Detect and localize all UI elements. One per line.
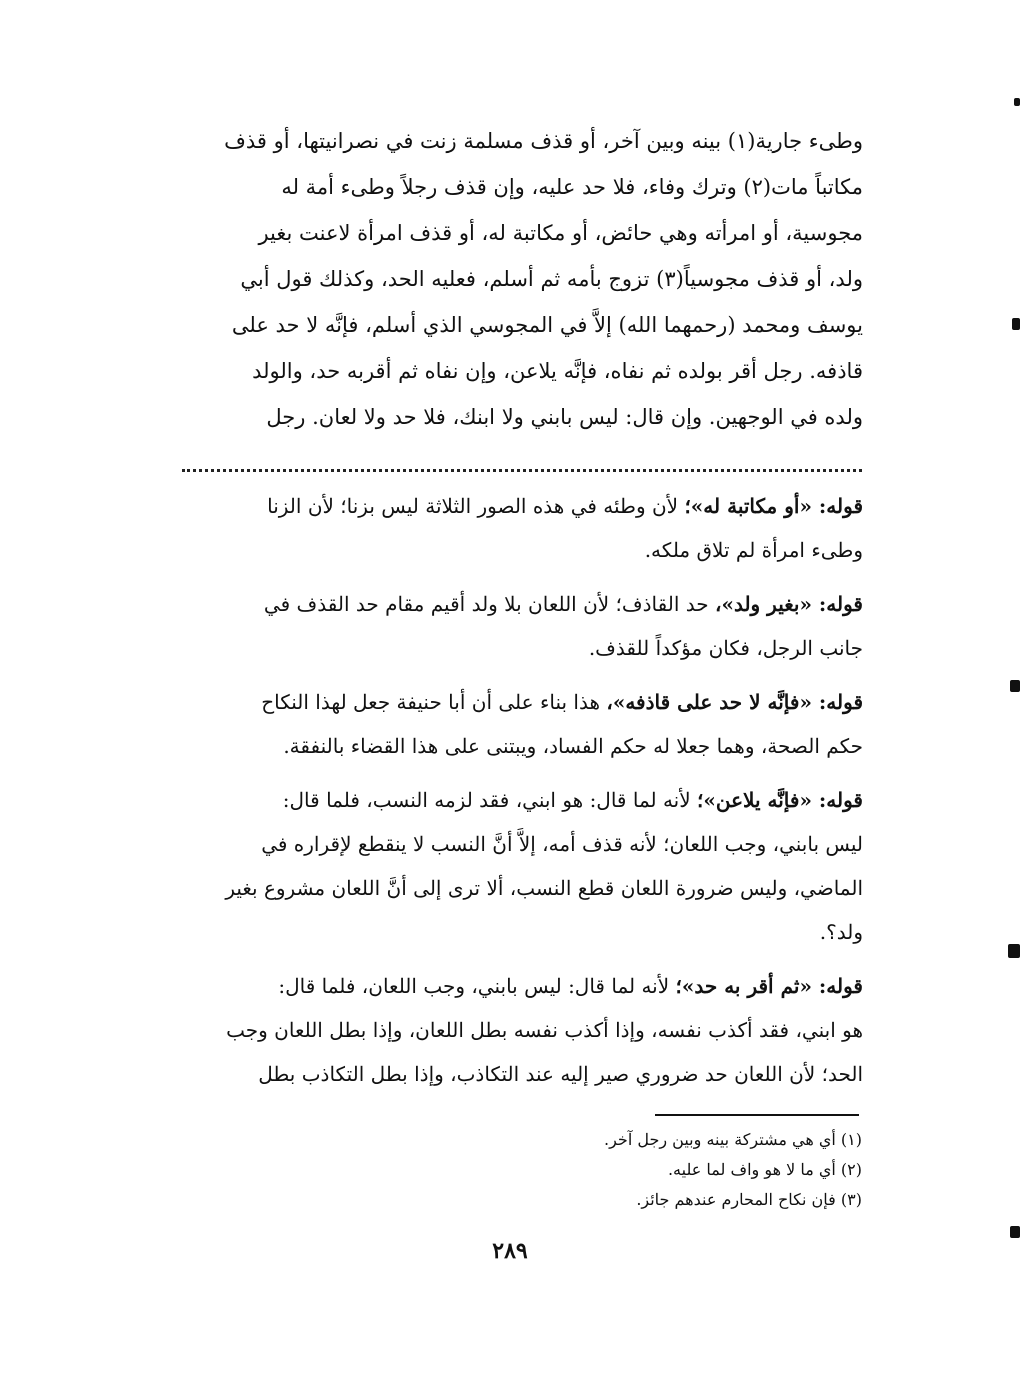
commentary-paragraph xyxy=(178,778,863,954)
commentary-line: الحد؛ لأن اللعان حد ضروري صير إليه عند التكاذب، وإذا بطل التكاذب بطل xyxy=(258,1062,863,1086)
commentary-lead: قوله: «ثم أقر به حد»؛ xyxy=(675,974,863,998)
main-text-line: مكاتباً مات(٢) وترك وفاء، فلا حد عليه، وإن قذف رجلاً وطىء أمة له xyxy=(281,175,863,199)
commentary-line xyxy=(178,582,863,626)
commentary-line: الماضي، وليس ضرورة اللعان قطع النسب، ألا ترى إلى أنَّ اللعان مشروع بغير xyxy=(225,876,863,900)
commentary-line: وطىء امرأة لم تلاق ملكه. xyxy=(644,538,863,562)
main-text-line: وطىء جارية(١) بينه وبين آخر، أو قذف مسلمة زنت في نصرانيتها، أو قذف xyxy=(224,129,863,153)
commentary-line xyxy=(178,778,863,822)
commentary-line xyxy=(178,964,863,1008)
commentary-paragraph xyxy=(178,582,863,670)
page-number: ٢٨٩ xyxy=(492,1238,528,1264)
footnotes xyxy=(480,1125,862,1215)
main-text-line: ولد، أو قذف مجوسياً(٣) تزوج بأمه ثم أسلم، فعليه الحد، وكذلك قول أبي xyxy=(240,267,863,291)
commentary-line: ليس بابني، وجب اللعان؛ لأنه قذف أمه، إلاَّ أنَّ النسب لا ينقطع لإقراره في xyxy=(261,832,863,856)
main-text-line: ولده في الوجهين. وإن قال: ليس بابني ولا ابنك، فلا حد ولا لعان. رجل xyxy=(266,405,863,429)
commentary xyxy=(178,484,863,1106)
main-text xyxy=(178,118,863,440)
commentary-paragraph xyxy=(178,484,863,572)
footnote-rule xyxy=(655,1114,859,1116)
commentary-lead: قوله: «فإنَّه يلاعن»؛ xyxy=(697,788,863,812)
commentary-line xyxy=(178,680,863,724)
main-text-line: قاذفه. رجل أقر بولده ثم نفاه، فإنَّه يلاعن، وإن نفاه ثم أقربه حد، والولد xyxy=(252,359,863,383)
commentary-line: هو ابني، فقد أكذب نفسه، وإذا أكذب نفسه بطل اللعان، وإذا بطل اللعان وجب xyxy=(226,1018,863,1042)
commentary-lead: قوله: «أو مكاتبة له»؛ xyxy=(684,494,863,518)
scan-mark xyxy=(1010,680,1020,692)
footnote: (٣) فإن نكاح المحارم عندهم جائز. xyxy=(636,1190,862,1209)
footnote: (٢) أي ما لا هو واف لما عليه. xyxy=(667,1160,862,1179)
main-text-line: يوسف ومحمد (رحمهما الله) إلاَّ في المجوسي الذي أسلم، فإنَّه لا حد على xyxy=(231,313,863,337)
commentary-paragraph xyxy=(178,680,863,768)
commentary-text: لأنه لما قال: هو ابني، فقد لزمه النسب، فلما قال: xyxy=(282,788,691,812)
commentary-text: لأن وطئه في هذه الصور الثلاثة ليس بزنا؛ لأن الزنا xyxy=(267,494,679,518)
commentary-text: لأنه لما قال: ليس بابني، وجب اللعان، فلما قال: xyxy=(278,974,670,998)
commentary-lead: قوله: «بغير ولد»، xyxy=(714,592,863,616)
scan-mark xyxy=(1014,98,1020,106)
commentary-text: حد القاذف؛ لأن اللعان بلا ولد أقيم مقام حد القذف في xyxy=(263,592,709,616)
commentary-line: ولد؟. xyxy=(819,920,863,944)
commentary-text: هذا بناء على أن أبا حنيفة جعل لهذا النكاح xyxy=(261,690,600,714)
commentary-lead: قوله: «فإنَّه لا حد على قاذفه»، xyxy=(606,690,863,714)
commentary-line: حكم الصحة، وهما جعلا له حكم الفساد، ويبتنى على هذا القضاء بالنفقة. xyxy=(283,734,863,758)
dotted-separator xyxy=(182,455,862,472)
commentary-paragraph xyxy=(178,964,863,1096)
footnote: (١) أي هي مشتركة بينه وبين رجل آخر. xyxy=(604,1130,862,1149)
commentary-line xyxy=(178,484,863,528)
scan-mark xyxy=(1012,318,1020,330)
scan-mark xyxy=(1010,1226,1020,1238)
scan-mark xyxy=(1008,944,1020,958)
commentary-line: جانب الرجل، فكان مؤكداً للقذف. xyxy=(588,636,863,660)
main-text-line: مجوسية، أو امرأته وهي حائض، أو مكاتبة له، أو قذف امرأة لاعنت بغير xyxy=(258,221,863,245)
